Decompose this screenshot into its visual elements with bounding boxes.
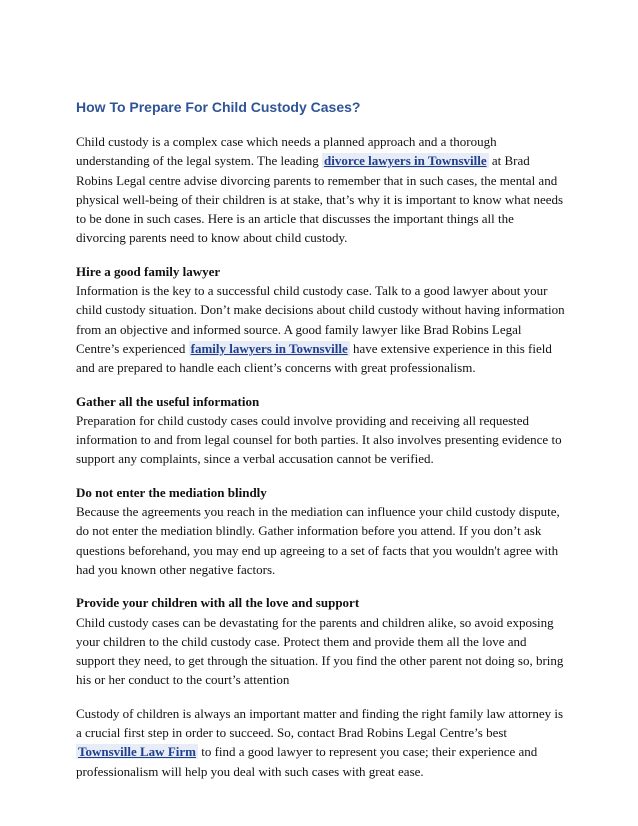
- article-title: How To Prepare For Child Custody Cases?: [76, 99, 361, 115]
- section-mediation: [76, 483, 566, 579]
- section-hire: [76, 262, 566, 378]
- family-lawyers-link[interactable]: family lawyers in Townsville: [190, 340, 348, 356]
- section-hire-text-2: have extensive experience in this field and are prepared to handle each client’s concerns with great professionalism.: [76, 340, 552, 376]
- intro-text-2: at Brad Robins Legal centre advise divorcing parents to remember that in such cases, the mental and physical well-being of their children is at stake, that’s why it is important to know what needs to be done in such cases. Here is an article that discusses the important things all the divorcing parents need to know about child custody.: [76, 153, 564, 246]
- section-mediation-text: Because the agreements you reach in the mediation can influence your child custody dispute, do not enter the mediation blindly. Gather information before you attend. If you don’t ask questions beforehand, you may end up agreeing to a set of facts that you wouldn't agree with had you known other negative factors.: [76, 504, 560, 577]
- townsville-law-firm-link[interactable]: Townsville Law Firm: [78, 744, 196, 760]
- intro-text-1: Child custody is a complex case which needs a planned approach and a thorough understanding of the legal system. The leading: [76, 134, 497, 169]
- section-support-text: Child custody cases can be devastating for the parents and children alike, so avoid exposing your children to the child custody case. Protect them and provide them all the love and support they need, to get through the situation. If you find the other parent not doing so, bring his or her conduct to the court’s attention: [76, 614, 564, 688]
- article-content: [76, 98, 566, 795]
- section-gather: [76, 392, 566, 469]
- conclusion-text-1: Custody of children is always an important matter and finding the right family law attorney is a crucial first step in order to succeed. So, contact Brad Robins Legal Centre’s best: [76, 705, 564, 741]
- section-heading-hire: Hire a good family lawyer: [76, 263, 221, 279]
- section-gather-text: Preparation for child custody cases could involve providing and receiving all requested information to and from legal counsel for both parties. It also involves presenting evidence to support any complaints, since a verbal accusation cannot be verified.: [76, 412, 562, 467]
- section-hire-text-1: Information is the key to a successful child custody case. Talk to a good lawyer about your child custody situation. Don’t make decisions about child custody without having information from an objective and informed source. A good family lawyer like Brad Robins Legal Centre’s experienced: [76, 283, 565, 356]
- conclusion-text-2: to find a good lawyer to represent you case; their experience and professionalism will help you deal with such cases with great ease.: [76, 744, 538, 779]
- section-heading-support: Provide your children with all the love and support: [76, 595, 360, 611]
- intro-paragraph: [76, 132, 566, 248]
- divorce-lawyers-link[interactable]: divorce lawyers in Townsville: [323, 153, 487, 169]
- section-support: [76, 593, 566, 689]
- section-heading-gather: Gather all the useful information: [76, 393, 260, 409]
- conclusion-paragraph: [76, 704, 566, 781]
- section-heading-mediation: Do not enter the mediation blindly: [76, 484, 267, 500]
